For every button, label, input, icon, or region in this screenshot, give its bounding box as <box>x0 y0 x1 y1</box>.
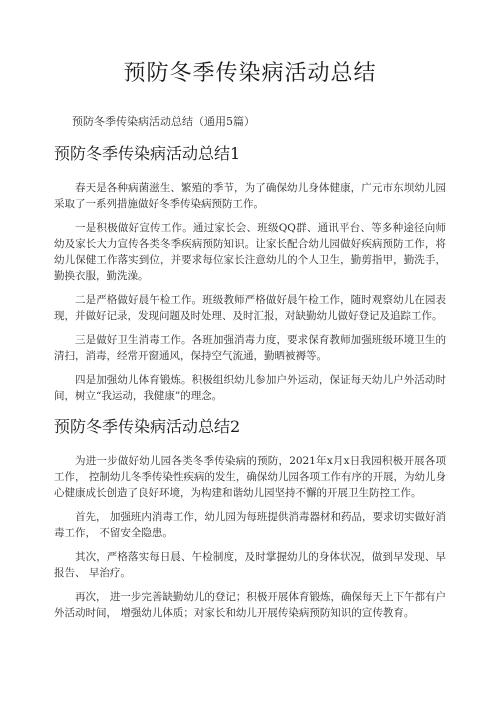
paragraph: 三是做好卫生消毒工作。各班加强消毒力度，要求保育教师加强班级环境卫生的清扫，消毒，经常开窗通风，保持空气流通，勤晒被褥等。 <box>54 334 446 362</box>
paragraph: 春天是各种病菌滋生、繁殖的季节，为了确保幼儿身体健康，广元市东坝幼儿园采取了一系列措施做好冬季传染病预防工作。 <box>54 182 446 210</box>
section-2 <box>54 414 446 621</box>
paragraph: 其次，严格落实每日晨、午检制度，及时掌握幼儿的身体状况，做到早发现、早报告、 早治疗。 <box>54 551 446 579</box>
section-1 <box>54 141 446 404</box>
paragraph: 为进一步做好幼儿园各类冬季传染病的预防，2021年x月x日我园积极开展各项工作， 控制幼儿冬季传染性疾病的发生，确保幼儿园各项工作有序的开展，为幼儿身心健康成长创造了良好环境，为构建和谐幼儿园坚持不懈的开展卫生防控工作。 <box>54 455 446 499</box>
section-heading: 预防冬季传染病活动总结2 <box>54 417 241 436</box>
paragraph: 再次， 进一步完善缺勤幼儿的登记；积极开展体育锻炼，确保每天上下午都有户外活动时间， 增强幼儿体质；对家长和幼儿开展传染病预防知识的宣传教育。 <box>54 591 446 619</box>
paragraph: 一是积极做好宣传工作。通过家长会、班级QQ群、通讯平台、等多种途径向师幼及家长大力宣传各类冬季疾病预防知识。让家长配合幼儿园做好疾病预防工作，将幼儿保健工作落实到位，并要求每位家长注意幼儿的个人卫生，勤剪指甲，勤洗手，勤换衣服，勤洗澡。 <box>54 222 446 282</box>
paragraph: 首先， 加强班内消毒工作，幼儿园为每班提供消毒器材和药品，要求切实做好消毒工作， 不留安全隐患。 <box>54 511 446 539</box>
document-title: 预防冬季传染病活动总结 <box>123 61 377 86</box>
document-subtitle: 预防冬季传染病活动总结（通用5篇） <box>72 115 255 128</box>
paragraph: 四是加强幼儿体育锻炼。积极组织幼儿参加户外运动，保证每天幼儿户外活动时间，树立“我运动，我健康”的理念。 <box>54 374 446 402</box>
paragraph: 二是严格做好晨午检工作。班级教师严格做好晨午检工作，随时观察幼儿在园表现，并做好记录，发现问题及时处理、及时汇报，对缺勤幼儿做好登记及追踪工作。 <box>54 294 446 322</box>
section-heading: 预防冬季传染病活动总结1 <box>54 144 241 163</box>
